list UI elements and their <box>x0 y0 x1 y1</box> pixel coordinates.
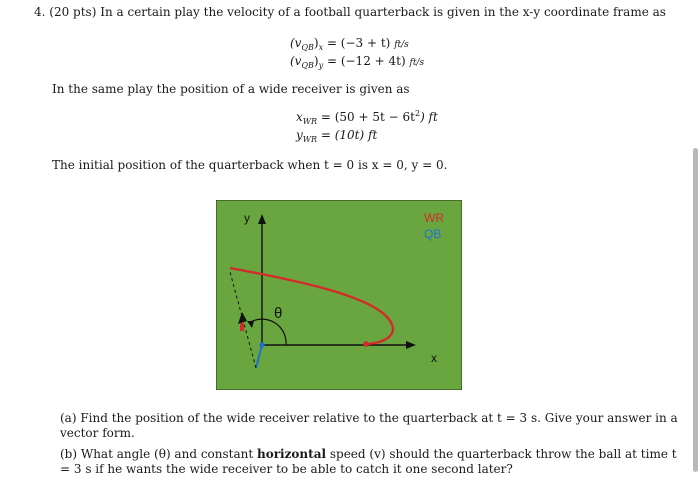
problem-points: (20 pts) <box>49 5 97 19</box>
qb-position-marker <box>259 342 264 347</box>
problem-number: 4. <box>34 5 46 19</box>
play-diagram <box>216 200 462 390</box>
ball-marker <box>240 323 244 331</box>
equation-vqb-y: $(v_{QB})_y = (-12 + 4t)$ ft/s <box>290 54 425 70</box>
legend-wr: WR <box>424 211 444 225</box>
y-axis-label: y <box>244 211 250 225</box>
part-b: (b) What angle (θ) and constant horizontal speed (v) should the quarterback throw the ball at time t = 3 s if he wants the wide receiver to be able to catch it one second later? <box>60 447 677 476</box>
equation-ywr: $y_{WR} = (10t)$ ft <box>296 128 378 144</box>
receiver-intro: In the same play the position of a wide receiver is given as <box>52 82 410 96</box>
theta-label: θ <box>274 305 283 322</box>
part-a: (a) Find the position of the wide receiver relative to the quarterback at t = 3 s. Give your answer in a vector form. <box>60 411 678 440</box>
wr-position-marker <box>363 341 369 347</box>
emphasis-horizontal: horizontal <box>257 447 327 461</box>
equation-vqb-x: $(v_{QB})_x = (-3 + t)$ ft/s <box>290 36 409 52</box>
x-axis-label: x <box>431 351 437 365</box>
initial-position: The initial position of the quarterback when t = 0 is x = 0, y = 0. <box>52 158 448 172</box>
problem-statement <box>34 5 666 19</box>
legend-qb: QB <box>424 227 442 241</box>
equation-xwr: $x_{WR} = (50 + 5t - 6t^2)$ ft <box>296 109 438 126</box>
scrollbar[interactable] <box>693 148 698 472</box>
problem-intro: In a certain play the velocity of a football quarterback is given in the x-y coordinate frame as <box>100 5 666 19</box>
